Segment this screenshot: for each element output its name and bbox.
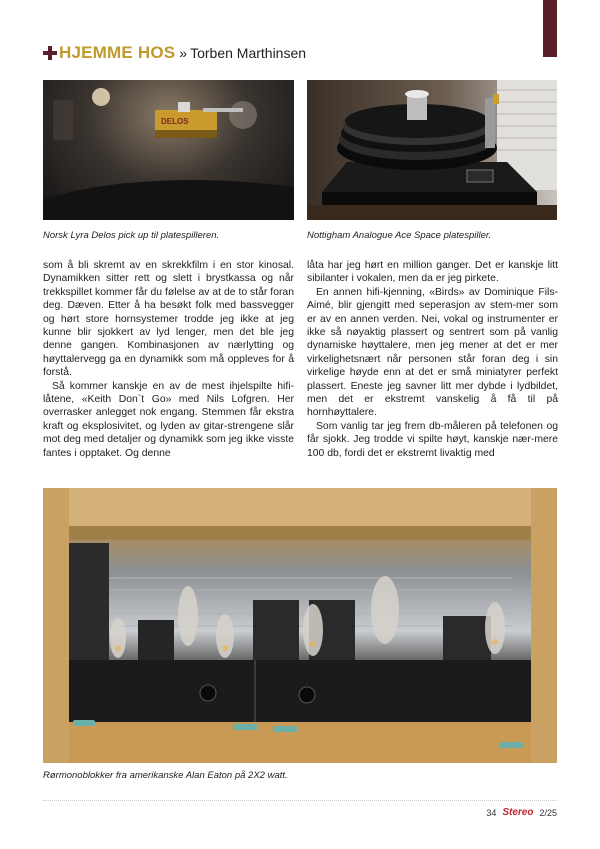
photo-cartridge-illustration [43, 80, 294, 220]
caption-photo-1: Norsk Lyra Delos pick up til platespilleren. [43, 230, 220, 241]
header-separator: » [179, 45, 188, 61]
plus-icon [43, 46, 57, 60]
footer-divider [43, 800, 557, 801]
caption-photo-3: Rørmonoblokker fra amerikanske Alan Eaton på 2X2 watt. [43, 770, 288, 781]
body-column-2 [307, 259, 558, 460]
caption-photo-2: Nottigham Analogue Ace Space platespiller. [307, 230, 492, 241]
magazine-logo: Stereo [502, 807, 534, 818]
paragraph: En annen hifi-kjenning, «Birds» av Dominique Fils-Aimé, blir gjengitt med seperasjon av stem-mer som er av en annen verden. Nei, vokal og instrumenter er ikke så nøyaktig plassert og sentrert som på vanlig dynamiske høyttalere, men jeg mener at det er mer virkelighetsnært når personen står foran deg i sin virkelige høyde enn at det er små miniatyrer perfekt plassert. Eneste jeg savner litt mer dybde i lydbildet, men det er ekstremt vanskelig å få til på hornhøyttalere. [307, 286, 558, 419]
page-header [43, 43, 306, 63]
photo-cartridge [43, 80, 294, 220]
photo-turntable-illustration [307, 80, 557, 220]
paragraph: Så kommer kanskje en av de mest ihjelspilte hifi-låtene, «Keith Don`t Go» med Nils Lofgren. Her overrasker anlegget nok engang. Stemmen får ekstra kraft og eksplosivitet, og lyden av gitar-strengene slår mot deg med detaljer og dynamikk som jeg ikke visste fantes i opptaket. Og denne [43, 380, 294, 459]
issue-number: 2/25 [539, 807, 557, 818]
section-title: HJEMME HOS [59, 43, 176, 62]
body-column-1 [43, 259, 294, 460]
corner-accent-bar [543, 0, 557, 57]
photo-tube-amplifiers [43, 488, 557, 763]
cartridge-label: DELOS [161, 117, 189, 126]
photo-tube-amplifiers-illustration [43, 488, 557, 763]
header-author: Torben Marthinsen [190, 45, 307, 61]
page-footer [486, 807, 557, 818]
page-number: 34 [486, 807, 497, 818]
paragraph: Som vanlig tar jeg frem db-måleren på telefonen og får sjokk. Jeg trodde vi spilte høyt, kanskje nær-mere 100 db, fordi det er ekstremt livaktig med [307, 420, 558, 459]
paragraph: som å bli skremt av en skrekkfilm i en stor kinosal. Dynamikken sitter rett og slett i brystkassa og når trekkspillet kommer får du følelse av at de to står foran deg. Dæven. Etter å ha besøkt folk med bassvegger og hørt store hornsystemer trodde jeg ikke at jeg kunne blir sjokkert av lyd lenger, men det ble jeg denne gangen. Kombinasjonen av nærlytting og høyttalervegg ga en dynamikk som må oppleves for å forstå. [43, 260, 294, 379]
photo-turntable [307, 80, 557, 220]
paragraph: låta har jeg hørt en million ganger. Det er kanskje litt sibilanter i vokalen, men da er jeg pirkete. [307, 260, 558, 285]
